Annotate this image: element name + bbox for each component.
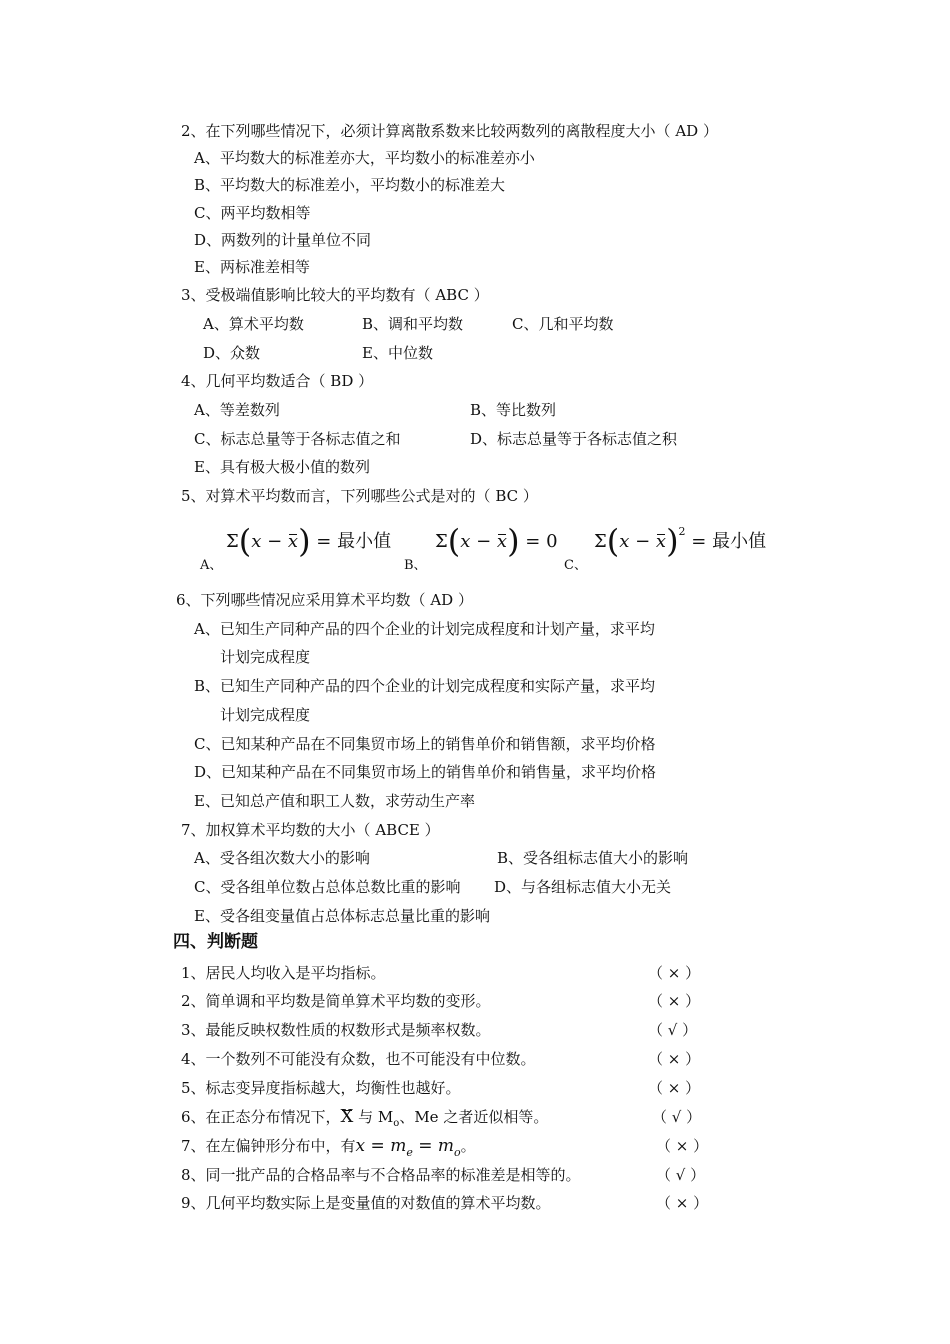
tf-item-9: 9、几何平均数实际上是变量值的对数值的算术平均数。 bbox=[181, 1194, 551, 1212]
equals-zero: = 0 bbox=[525, 531, 558, 552]
tf-answer-4: （ × ） bbox=[648, 1050, 701, 1068]
q5-formula-b: Σ(x − x) = 0 bbox=[435, 522, 558, 560]
q6-option-b-cont: 计划完成程度 bbox=[220, 706, 311, 724]
q6-option-e: E、已知总产值和职工人数，求劳动生产率 bbox=[194, 792, 475, 810]
tf-item-7: 7、在左偏钟形分布中，有$x = m_e = m_o$。 bbox=[181, 1136, 476, 1159]
q6-option-a: A、已知生产同种产品的四个企业的计划完成程度和计划产量，求平均 bbox=[194, 620, 655, 638]
q5-formula-a: Σ(x − x) = 最小值 bbox=[226, 522, 392, 560]
tf-answer-9: （ × ） bbox=[656, 1194, 709, 1212]
x-bar-symbol: X bbox=[340, 1106, 354, 1127]
tf-item-2: 2、简单调和平均数是简单算术平均数的变形。 bbox=[181, 992, 491, 1010]
sigma-symbol: Σ bbox=[435, 531, 448, 552]
q4-option-c: C、标志总量等于各标志值之和 bbox=[194, 430, 401, 448]
tf-item-8: 8、同一批产品的合格品率与不合格品率的标准差是相等的。 bbox=[181, 1166, 581, 1184]
equals-min: = 最小值 bbox=[691, 531, 767, 552]
exponent-2: 2 bbox=[678, 525, 686, 538]
q6-option-b: B、已知生产同种产品的四个企业的计划完成程度和实际产量，求平均 bbox=[194, 677, 656, 695]
q4-option-b: B、等比数列 bbox=[470, 401, 557, 419]
tf-answer-8: （ √ ） bbox=[656, 1166, 706, 1184]
q6-option-c: C、已知某种产品在不同集贸市场上的销售单价和销售额，求平均价格 bbox=[194, 735, 656, 753]
tf-item-3: 3、最能反映权数性质的权数形式是频率权数。 bbox=[181, 1021, 491, 1039]
q7-option-b: B、受各组标志值大小的影响 bbox=[497, 849, 689, 867]
tf-answer-7: （ × ） bbox=[656, 1137, 709, 1155]
q2-option-d: D、两数列的计量单位不同 bbox=[194, 231, 372, 249]
q3-option-b: B、调和平均数 bbox=[362, 315, 464, 333]
q5-label-b: B、 bbox=[404, 558, 427, 573]
q5-stem: 5、对算术平均数而言，下列哪些公式是对的（ BC ） bbox=[181, 487, 538, 505]
q3-option-d: D、众数 bbox=[203, 344, 261, 362]
q6-option-d: D、已知某种产品在不同集贸市场上的销售单价和销售量，求平均价格 bbox=[194, 763, 657, 781]
q7-option-d: D、与各组标志值大小无关 bbox=[494, 878, 672, 896]
q5-label-c: C、 bbox=[564, 558, 587, 573]
section-heading: 四、判断题 bbox=[173, 932, 258, 952]
q2-option-b: B、平均数大的标准差小，平均数小的标准差大 bbox=[194, 176, 506, 194]
sigma-symbol: Σ bbox=[226, 531, 239, 552]
tf-answer-2: （ × ） bbox=[648, 992, 701, 1010]
tf-item-1: 1、居民人均收入是平均指标。 bbox=[181, 964, 386, 982]
q3-option-a: A、算术平均数 bbox=[203, 315, 304, 333]
q7-stem: 7、加权算术平均数的大小（ ABCE ） bbox=[181, 821, 440, 839]
q7-option-c: C、受各组单位数占总体总数比重的影响 bbox=[194, 878, 461, 896]
q4-option-a: A、等差数列 bbox=[194, 401, 280, 419]
var-x-bar: x bbox=[496, 531, 508, 552]
q3-option-e: E、中位数 bbox=[362, 344, 433, 362]
var-x-bar: x bbox=[655, 531, 667, 552]
sigma-symbol: Σ bbox=[594, 531, 607, 552]
q2-option-e: E、两标准差相等 bbox=[194, 258, 310, 276]
q7-option-e: E、受各组变量值占总体标志总量比重的影响 bbox=[194, 907, 490, 925]
q3-stem: 3、受极端值影响比较大的平均数有（ ABC ） bbox=[181, 286, 489, 304]
q6-option-a-cont: 计划完成程度 bbox=[220, 648, 311, 666]
q6-stem: 6、下列哪些情况应采用算术平均数（ AD ） bbox=[176, 591, 473, 609]
tf-answer-1: （ × ） bbox=[648, 964, 701, 982]
tf-answer-5: （ × ） bbox=[648, 1079, 701, 1097]
var-x-bar: x bbox=[287, 531, 299, 552]
equals-min: = 最小值 bbox=[316, 531, 392, 552]
q2-option-a: A、平均数大的标准差亦大，平均数小的标准差亦小 bbox=[194, 149, 535, 167]
q7-option-a: A、受各组次数大小的影响 bbox=[194, 849, 370, 867]
var-x: x bbox=[619, 531, 630, 552]
var-x: x bbox=[251, 531, 262, 552]
tf-answer-6: （ √ ） bbox=[652, 1108, 702, 1126]
q4-option-d: D、标志总量等于各标志值之积 bbox=[470, 430, 678, 448]
q4-stem: 4、几何平均数适合（ BD ） bbox=[181, 372, 374, 390]
q5-label-a: A、 bbox=[200, 558, 223, 573]
q4-option-e: E、具有极大极小值的数列 bbox=[194, 458, 370, 476]
tf-answer-3: （ √ ） bbox=[648, 1021, 698, 1039]
q5-formula-c: $\Sigma(x - x)^2$ = 最小值 bbox=[594, 522, 767, 560]
var-x: x bbox=[460, 531, 471, 552]
q2-stem: 2、在下列哪些情况下，必须计算离散系数来比较两数列的离散程度大小（ AD ） bbox=[181, 122, 718, 140]
tf-item-6: 6、在正态分布情况下，X 与 $M_o$、Me 之者近似相等。 bbox=[181, 1106, 549, 1129]
tf-item-4: 4、一个数列不可能没有众数，也不可能没有中位数。 bbox=[181, 1050, 536, 1068]
q3-option-c: C、几和平均数 bbox=[512, 315, 614, 333]
tf-item-5: 5、标志变异度指标越大，均衡性也越好。 bbox=[181, 1079, 461, 1097]
q2-option-c: C、两平均数相等 bbox=[194, 204, 311, 222]
